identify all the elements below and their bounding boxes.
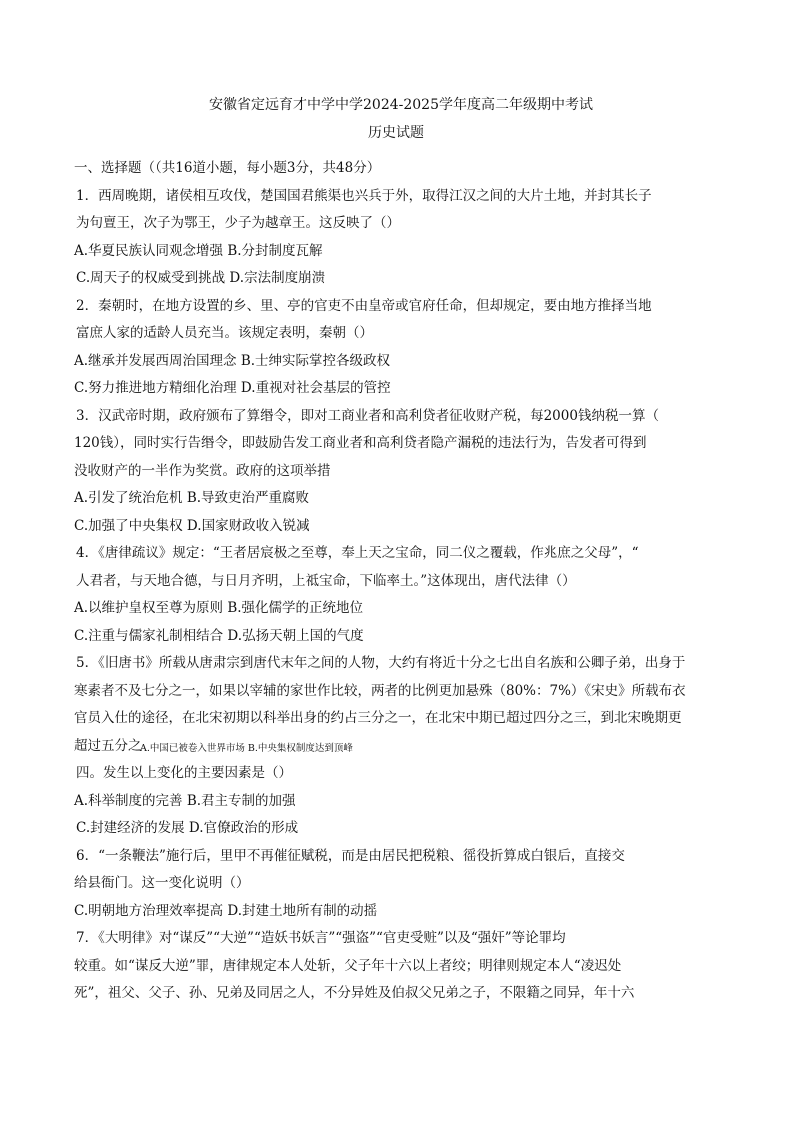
q6-stem-line: 6．“一条鞭法”施行后，里甲不再催征赋税，而是由居民把税粮、徭役折算成白银后，直接交 bbox=[76, 848, 625, 864]
q4-stem-line: 人君者，与天地合德，与日月齐明，上祗宝命，下临率土。”这体现出，唐代法律（） bbox=[76, 573, 576, 589]
q5-overlay-options: A.中国已被卷入世界市场 B.中央集权制度达到顶峰 bbox=[140, 743, 353, 754]
q7-stem-line: 较重。如“谋反大逆”罪，唐律规定本人处斩，父子年十六以上者绞；明律则规定本人“凌迟处 bbox=[74, 958, 622, 974]
q6-options: C.明朝地方治理效率提高 D.封建土地所有制的动摇 bbox=[74, 903, 378, 919]
q3-options: A.引发了统治危机 B.导致吏治严重腐败 bbox=[74, 490, 310, 506]
q2-stem-line: 富庶人家的适龄人员充当。该规定表明，秦朝（） bbox=[76, 325, 373, 341]
q4-options: C.注重与儒家礼制相结合 D.弘扬天朝上国的气度 bbox=[74, 628, 364, 644]
q5-options: C.封建经济的发展 D.官僚政治的形成 bbox=[76, 820, 299, 836]
q5-stem-line: 官员入仕的途径，在北宋初期以科举出身的约占三分之一，在北宋中期已超过四分之三，到北宋晚期更 bbox=[74, 710, 682, 726]
q5-stem-line: 四。发生以上变化的主要因素是（） bbox=[76, 765, 292, 781]
q2-options: A.继承并发展西周治国理念 B.士绅实际掌控各级政权 bbox=[74, 353, 391, 369]
q1-stem-line: 1．西周晚期，诸侯相互攻伐，楚国国君熊渠也兴兵于外，取得江汉之间的大片土地，并封其长子 bbox=[76, 188, 652, 204]
q1-stem-line: 为句亶王，次子为鄂王，少子为越章王。这反映了（） bbox=[76, 215, 400, 231]
q5-options: A.科举制度的完善 B.君主专制的加强 bbox=[74, 793, 296, 809]
exam-subtitle: 历史试题 bbox=[368, 125, 424, 141]
q3-stem-line: 3．汉武帝时期，政府颁布了算缗令，即对工商业者和高利贷者征收财产税，每2000钱纳税一算（ bbox=[76, 408, 659, 424]
q5-stem-line: 寒素者不及七分之一，如果以宰辅的家世作比较，两者的比例更加悬殊（80%：7%）《宋史》所载布衣 bbox=[74, 683, 686, 699]
q3-stem-line: 120钱），同时实行告缗令，即鼓励告发工商业者和高利贷者隐产漏税的违法行为，告发者可得到 bbox=[74, 435, 647, 451]
q4-options: A.以维护皇权至尊为原则 B.强化儒学的正统地位 bbox=[74, 600, 364, 616]
q4-stem-line: 4．《唐律疏议》规定：“王者居宸极之至尊，奉上天之宝命，同二仪之覆载，作兆庶之父母”，“ bbox=[76, 545, 639, 561]
q2-options: C.努力推进地方精细化治理 D.重视对社会基层的管控 bbox=[74, 380, 391, 396]
q2-stem-line: 2．秦朝时，在地方设置的乡、里、亭的官吏不由皇帝或官府任命，但却规定，要由地方推择当地 bbox=[76, 298, 652, 314]
q6-stem-line: 给县衙门。这一变化说明（） bbox=[74, 875, 250, 891]
q3-stem-line: 没收财产的一半作为奖赏。政府的这项举措 bbox=[74, 463, 331, 479]
q1-options: C.周天子的权威受到挑战 D.宗法制度崩溃 bbox=[76, 270, 326, 286]
exam-title: 安徽省定远育才中学中学2024-2025学年度高二年级期中考试 bbox=[209, 97, 593, 113]
section-header: 一、选择题（（共16道小题，每小题3分，共48分） bbox=[74, 160, 381, 176]
q5-stem-line: 超过五分之 bbox=[74, 738, 142, 754]
q3-options: C.加强了中央集权 D.国家财政收入锐减 bbox=[74, 518, 310, 534]
q7-stem-line: 死”，祖父、父子、孙、兄弟及同居之人，不分异姓及伯叔父兄弟之子，不限籍之同异，年十六 bbox=[74, 985, 635, 1001]
q5-stem-line: 5．《旧唐书》所载从唐肃宗到唐代末年之间的人物，大约有将近十分之七出自名族和公卿子弟，出身于 bbox=[76, 655, 686, 671]
q1-options: A.华夏民族认同观念增强 B.分封制度瓦解 bbox=[74, 243, 323, 259]
q7-stem-line: 7．《大明律》对“谋反”“大逆”“造妖书妖言”“强盗”“官吏受赃”以及“强奸”等论罪均 bbox=[76, 930, 566, 946]
